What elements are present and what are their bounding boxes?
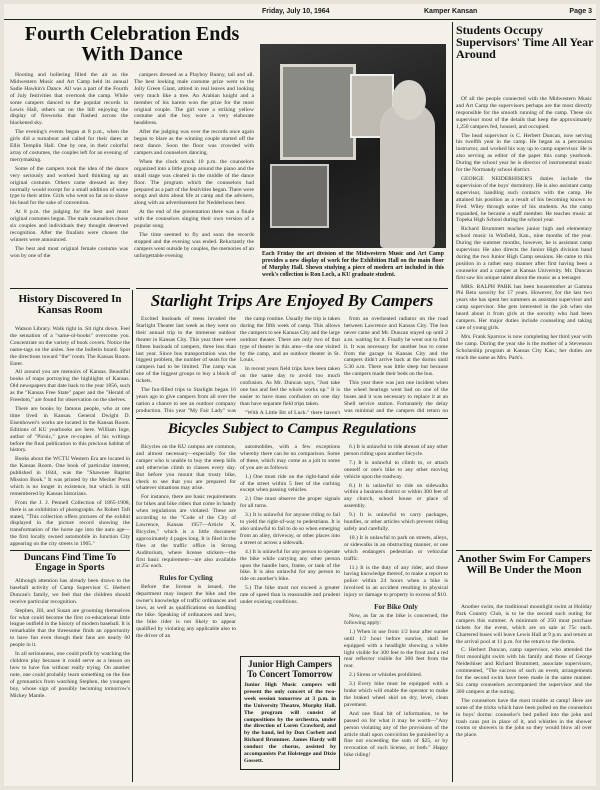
- art-exhibit-photo: [260, 44, 446, 248]
- junior-high-concert-box: [240, 656, 340, 770]
- paragraph: The time seemed to fly and soon the records stopped and the evening was ended. Reluctantly the campers went outside by couples, the memories of an unforgettable evening: [134, 231, 254, 259]
- column-rule: [452, 22, 453, 782]
- paragraph: 1.) When in use from 1/2 hour after sunset until 1/2 hour before sunrise, shall be equipped with a headlight showing a white light visible for 300 feet to the front and a red rear reflector visible for 300 feet from the rear.: [344, 628, 448, 670]
- paragraph: The best and most original female costume was won by one of the: [10, 245, 128, 259]
- article-starlight-col3: [344, 316, 448, 414]
- paragraph: 2.) Sirens or whistles prohibited.: [349, 672, 423, 679]
- headline-duncans: Duncans Find Time To Engage in Sports: [23, 553, 117, 573]
- paragraph: At 8 p.m. the judging for the best and most original costumes began. The male counselors chose six couples and individuals they thought deserved recognition. After the finalists were chosen the winners were announced.: [10, 209, 128, 243]
- paragraph: The evening's events began at 8 p.m., when the girls did a turnabout and called for their dates at Ellis Templin Hall. One by one, in their colorful array of costumes, the couples left for an evening of merrymaking.: [10, 129, 128, 163]
- headline-history: History Discovered In Kansas Room: [18, 293, 122, 317]
- paragraph: Stephen, Jill, and Susan are grooming themselves for what could become the first co-educational little league outfield in the history of modern baseball. It is remarkable that the threesome finds an opportunity to have fun even though their fans are nearly 60 people in it.: [10, 607, 130, 649]
- paragraph: The fun-filled trips to Starlight began 16 years ago to give campers from all over the nation a chance to see an outdoor company production. This year "My Fair Lady" was: [136, 387, 236, 414]
- paragraph: Mrs. Frank Sparrow is now completing her third year with the camp. During the year she is the mother of a Stevenson Scholarship program at Kansas City Kan.; her duties are much the same as Mrs. Park's.: [456, 333, 592, 361]
- headline-starlight: Starlight Trips Are Enjoyed By Campers: [150, 291, 434, 310]
- paragraph: The head supervisor is C. Herbert Duncan, now serving his twelfth year in the camp. He began as a percussion instructor, and worked his way up to camp supervisor. He is also serving as editor of the paper this camp yearbook. During the school year he is director of instrumental music for the Normandy school district.: [456, 132, 592, 174]
- section-rule: [10, 550, 130, 551]
- issue-date: Friday, July 10, 1964: [262, 8, 330, 15]
- article-students: [456, 96, 592, 546]
- subhead-bike-only: For Bike Only: [374, 603, 418, 612]
- paragraph: All around you are memoirs of Kansas. Beautiful books of maps portraying the highlights of Kansas. Old newspapers that date back to the year 1856, such as the "Kansas Free State" paper and the "Herald of Freedom," are found for observation on the shelves.: [10, 369, 130, 404]
- paragraph: Watson Library. Walk right in. Sit right down. Feel the sensation of a "same-ol-books" overcome you. Concentrate on the variety of book covers. Notice the name-tags on the aisles. See the bulletin board. Spot the directions toward "the" room. The Kansas Room. Enter.: [10, 326, 130, 367]
- headline-fourth-celebration: Fourth Celebration Ends With Dance: [24, 23, 240, 66]
- paragraph: Of all the people connected with the Midwestern Music and Art Camp the supervisors perhaps are the most directly responsible for the smooth running of the camp. These six supervisor most of the details that keep the approximately 1,250 campers fed, housed, and occupied.: [456, 96, 592, 130]
- paragraph: For instance, there are basic requirements for bikes and bike riders that come in handy when regulations are violated. These are according to the "Code of the City of Lawrence, Kansas 1957—Article X. Bicycles," which is a little document approximately 4 pages long. It is filed in the files at the traffic office in Strong Auditorium, where license stickers—the first basic requirement—are also available at 25c each.: [136, 494, 236, 570]
- paragraph: 3.) Every bike must be equipped with a brake which will enable the operator to make the braked wheel skid on dry, level, clean pavement.: [344, 681, 448, 708]
- article-history: [10, 326, 130, 548]
- paragraph: Now, as far as the bike is concerned, the following apply:: [344, 613, 448, 626]
- section-rule: [136, 288, 448, 289]
- paragraph: C. Herbert Duncan, camp supervisor, who attended the first moonlight swim with his family and those of George Neiderhiser and Richard Brummett, associate supervisors, commented, "The success of such an event, arrangements for the second swim have been made in the same manner. Six camp counselors accompanied the supervisor and the 300 campers at the outing.: [456, 647, 592, 695]
- paragraph: Before the license is issued, the department may inspect the bike and the owner's knowledge of traffic ordinances and laws, as well as qualifications on handling the bike. Speaking of ordinances and laws, the bike rider is not likely to appear qualified by violating any applicable also to the driver of an: [136, 584, 236, 639]
- paragraph: the camp routine. Usually the trip is taken during the fifth week of camp. This allows the campers to see Kansas City and the large outdoor theater. There are only two of that type of theater in this area—the one visited by the camp, and an outdoor theater in St. Louis.: [240, 316, 340, 364]
- paragraph: 4.) It is unlawful for any person to operate the bike while carrying any other person upon the handle bars, frame, or tank of the bike. It is also unlawful for any person to ride on another's bike.: [240, 548, 340, 583]
- subhead-rules: Rules for Cycling: [159, 574, 213, 583]
- section-rule: [136, 418, 448, 419]
- paragraph: automobiles, with a few exceptions whereby there can be no comparison. Some of these, which may come as a jolt to some of you are as follows:: [240, 444, 340, 471]
- headline-students-occupy: Students Occupy Supervisors' Time All Year Around: [456, 23, 594, 62]
- article-fourth-col2: [134, 72, 254, 284]
- paragraph: And one final bit of information, to be passed on for what it may be worth—"Any person violating any of the provisions of the article shall upon conviction be punished by a fine not exceeding the sum of $25, or by revocation of such license, or both." Happy bike riding!: [344, 710, 448, 759]
- article-bicycles-col1: [136, 444, 236, 780]
- photo-person: [380, 104, 435, 248]
- paragraph: In all seriousness, one could profit by watching the children play because it could serve as a lesson on how to have fun without really trying. On another note, one could probably learn something on the line of gymnastics from watching Stephen, the youngest boy, whose sign of possibly becoming tomorrow's Mickey Mantle.: [10, 651, 130, 699]
- paragraph: 5.) The bike must not exceed a greater rate of speed than is reasonable and prudent under existing conditions.: [240, 585, 340, 606]
- paragraph: From the J. J. Pennell Collection of 1865-1908, there is an exhibition of photographs. As Robert Taft stated, "This collection offers pictures of the exhibit displayed in the picture record showing the transformation of the horse age into the auto age—the first locally owned automobile in Junction City appearing on the city streets in 1905.": [10, 499, 130, 548]
- box-title: Junior High Campers To Concert Tomorrow: [247, 659, 333, 679]
- section-rule: [456, 550, 592, 551]
- paragraph: Excited busloads of teens invaded the Starlight Theater last week as they went on their annual trip to the immense outdoor theater in Kansas City. This year there were fifteen busloads of campers, three less than last year. Since bus transportation was the biggest problem, the number of seats for the campers had to be limited. The camp was one of the biggest groups to buy a block of tickets.: [136, 316, 236, 385]
- photo-caption: Each Friday the art division of the Midwestern Music and Art Camp provides a new display of work for the Exhibition Hall on the main floor of Murphy Hall. Shown studying a piece of modern art included in this week's collection is Ron Loch, a KU graduate student.: [262, 251, 444, 278]
- paragraph: MRS. RALPH PARK has been housemother at Gamma Phi Beta sorority for 17 years. However, for the last two years she has spent her summers as assistant supervisor and camp supervisor. She gets interested in the job when she heard about it from girls at the sorority who had been campers. Her major duties include counseling and taking care of young girls.: [456, 283, 592, 331]
- article-another-swim: [456, 604, 592, 780]
- photo-painting: [280, 64, 356, 160]
- paragraph: When the clock struck 10 p.m. the counselors organized into a little group around the piano and the small stage was cleared in the middle of the dance floor. The program which the counselors had prepared as a part of the festivities began. There were songs and skits about life at camp and the advisers, along with an advertisement for Nedderhoos beer.: [134, 158, 254, 207]
- paragraph: 2.) One must observe the proper signals for all turns.: [240, 496, 340, 510]
- paragraph: Bicycles on the KU campus are common, and almost necessary—especially for the camper who is unable to buy the steep hills and otherwise climb to classes every day. But before you mount that trusty bike, check to see that you are prepared for whatever situations may arise.: [136, 444, 236, 492]
- paragraph: 3.) It is unlawful for anyone riding to fail to yield the right-of-way to pedestrians. It is also unlawful to fail to do so when emerging from an alley, driveway, or other places into a street or across a sidewalk.: [240, 512, 340, 546]
- paragraph: "With A Little Bit of Luck," there haven't: [245, 409, 340, 414]
- paragraph: campers dressed as a Playboy Bunny, tail and all. The best looking male costume prize went to the Jolly Green Giant, attired in real leaves and looking very much like a tree. An Arabian knight and a member of his harem won the prize for the most original couple. The girl wore a striking yellow costume and the boy wore a very elaborate headdress.: [134, 72, 254, 127]
- page-number: Page 3: [569, 8, 592, 15]
- article-bicycles-col2: [240, 444, 340, 650]
- paragraph: The counselors have the most trouble at camp! Here are some of the tricks which have been pulled on the counselors in boys' dorms: counselor's bed pulled into the john and trash cans put in place of it, and whistles in the shower rooms or showers in the john so they would blow all over the place.: [456, 697, 592, 739]
- paragraph: In recent years field trips have been taken on the same day to avoid too much confusion. As Mr. Duncan says, "Just take one bus and feel the whole works up." It is easier to have mass confusion on one day than have separate field trips taken.: [240, 366, 340, 407]
- article-starlight-col1: [136, 316, 236, 414]
- photo-person-head: [392, 80, 426, 120]
- running-header: [262, 8, 592, 18]
- paragraph: 7.) It is unlawful to climb to, or attach oneself or one's bike to any other moving vehicle upon the roadway.: [344, 459, 448, 480]
- paper-name: Kamper Kansan: [424, 8, 478, 15]
- paragraph: Although attention has already been drawn to the baseball activity of Camp Supervisor C. Herbert Duncan's family, we feel that the children should receive particular recognition.: [10, 578, 130, 605]
- paragraph: 1.) One must ride on the right-hand side of the street within 5 feet of the curbing except when passing vehicles.: [240, 473, 340, 494]
- column-rule: [132, 290, 133, 782]
- paragraph: There are books by famous people, who at one time lived in Kansas. General Dwight D. Eisenhower's works are located in the Kansas Room. Editions of KU yearbooks are here. William Inge, author of "Picnic," gave re-copies of his writings before the final publication to this precious habitat of history.: [10, 405, 130, 454]
- article-duncans: [10, 578, 130, 782]
- newspaper-page: [4, 4, 596, 786]
- article-fourth-col1: [10, 72, 128, 284]
- paragraph: Richard Brummett teaches junior high and elementary school music in Winfield, Kan., nine months of the year. During the summer months, however, he is assistant camp supervisor. He also directs the Junior High division band during the two Junior High Camp sessions. He came to this position in a rather easy manner after first having been a counselor and a camper at Kansas University. Mr. Duncan first saw his unique talent about the music as a teenager.: [456, 226, 592, 281]
- paragraph: GEORGE NEIDERHISER'S duties include the supervision of the boys' dormitory. He is also assistant camp supervisor, handling such contacts with the camp. He attained his position as a result of his becoming known to Fred. Wiley through some of his students. As the camp expanded, he became a staff member. He teaches music at Topeka High School during the school year.: [456, 175, 592, 224]
- paragraph: 6.) It is unlawful to ride abreast of any other person riding upon another bicycle.: [344, 444, 448, 457]
- paragraph: 11.) It is the duty of any rider, and those having knowledge thereof, to make a report to police within 24 hours when a bike is involved in an accident resulting in physical injury or damage to property in excess of $10.: [344, 564, 448, 599]
- paragraph: At the end of the presentation there was a finale with the counselors singing their own version of a popular song.: [134, 209, 254, 230]
- paragraph: This year there was just one incident when the wheel bearings went bad on one of the buses and it was necessary to replace it at an Shell service station. Fortunately the delay was minimal and the campers did return on: [344, 380, 448, 414]
- box-text: Junior High Music campers will present the only concert of the two-week session tomorrow at 3 p.m. in the University Theatre, Murphy Hall. The program will consist of compositions by the orchestra, under the direction of Loren Crawford, and by the band, led by Don Corbett and Richard Brummer. James Hardy will conduct the chorus, assisted by accompanists Pat Holstegge and Dixie Gossett.: [244, 682, 336, 764]
- paragraph: Books about the WCTU Western Era are located in the Kansas Room. One book of particular interest, published in 1844, was the "Shawnee Baptist Mission Book." It was printed by the Mecker Press which is no longer in existence, but which is still remembered by Kansas historians.: [10, 456, 130, 497]
- article-starlight-col2: [240, 316, 340, 414]
- paragraph: After the judging was over the records once again began to blare as the winning couple started off the next dance. Soon the floor was crowded with campers and counselors dancing.: [134, 129, 254, 156]
- paragraph: 9.) It is unlawful to carry packages, bundles, or other articles which prevent riding safely and carefully.: [344, 512, 448, 532]
- paragraph: 8.) It is unlawful to ride on sidewalks within a business district or within 300 feet of any church, school house or place of assembly.: [344, 482, 448, 510]
- section-rule: [10, 288, 130, 289]
- photo-painting: [270, 164, 329, 228]
- header-rule: [4, 19, 596, 20]
- headline-another-swim: Another Swim For Campers Will Be Under the Moon: [457, 553, 591, 577]
- paragraph: Another swim, the traditional moonlight swim at Holiday Park Country Club, is to be the second such outing for campers this summer. A minimum of 250 must purchase tickets for the event, which are on sale at 75c each. Chartered buses will leave Lewis Hall at 9 p.m. and return at the arrival pool at 11 p.m. for the return to the dorms.: [456, 604, 592, 645]
- headline-bicycles: Bicycles Subject to Campus Regulations: [167, 421, 417, 437]
- paragraph: from an overheated radiator on the road between Lawrence and Kansas City. The bus never came and Mr. Duncan stayed up until 2 a.m. waiting for it. Finally he went out to find it. It was necessary for another bus to come from the garage in Kansas City and the campers didn't arrive back at the dorms until 5:30 a.m. There was little sleep but because the campers made their beds on the bus.: [344, 316, 448, 378]
- paragraph: Hooting and hollering filled the air as the Midwestern Music and Art Camp held its annual Sadie Hawkin's Dance. All was a part of the Fourth of July festivities that overtook the camp. While some campers danced to the popular records in Lewis Hall, others sat on the hill enjoying the display of fireworks that flashed across the blackened sky.: [10, 72, 128, 127]
- paragraph: Some of the campers took the idea of the dance very seriously and worked hard thinking up an original costume. Others came dressed as they normally would except for a small addition of some type to their attire. Girls who went so far as to shave his head for the sake of convention.: [10, 165, 128, 207]
- paragraph: 10.) It is unlawful to park on streets, alleys, or sidewalks in an obstructing manner, or one which endangers pedestrian or vehicular traffic.: [344, 534, 448, 562]
- article-bicycles-col3: [344, 444, 448, 780]
